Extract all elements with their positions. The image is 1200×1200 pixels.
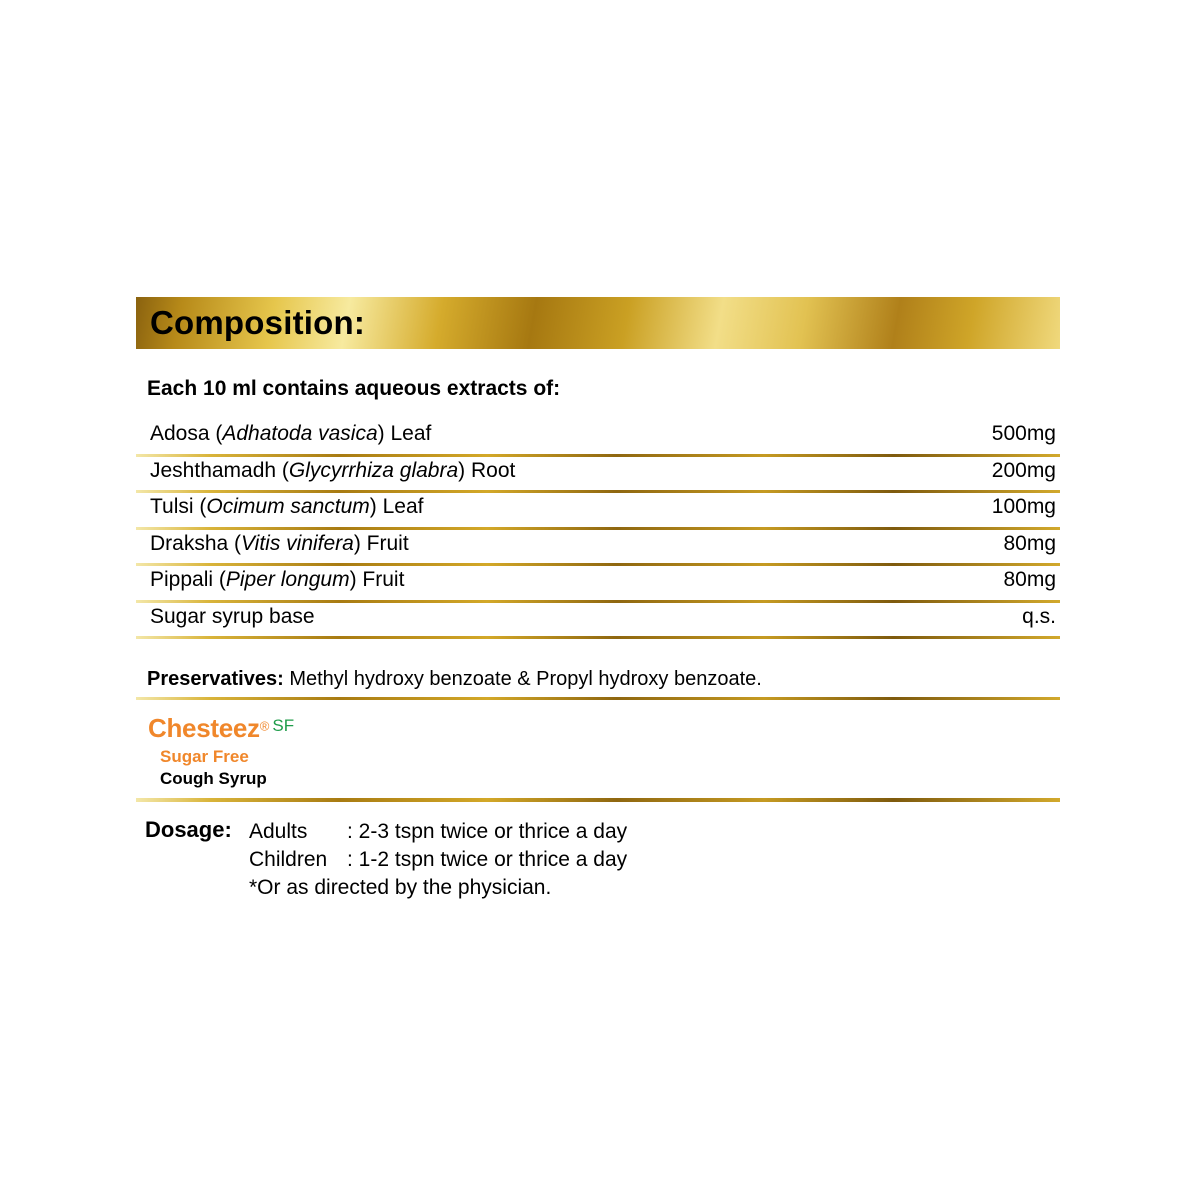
ingredient-name — [150, 605, 315, 629]
page-title: Composition: — [150, 304, 366, 341]
ingredient-name-post: ) Fruit — [353, 531, 409, 555]
ingredient-name-pre: Jeshthamadh ( — [150, 458, 289, 482]
table-row — [136, 566, 1060, 603]
ingredient-name-pre: Tulsi ( — [150, 495, 207, 518]
ingredient-name — [150, 422, 431, 446]
ingredient-quantity: 80mg — [1003, 531, 1056, 555]
brand-sf-badge: SF — [272, 715, 295, 735]
ingredient-name-post: ) Root — [458, 458, 516, 482]
preservatives-divider — [136, 697, 1060, 700]
table-row — [136, 457, 1060, 494]
dosage-label: Dosage: — [145, 817, 232, 842]
brand-divider — [136, 798, 1060, 802]
dosage-text: 1-2 tspn twice or thrice a day — [358, 848, 628, 871]
dosage-row-adults — [249, 818, 627, 846]
ingredient-name-pre: Pippali ( — [150, 568, 226, 591]
ingredient-name — [150, 495, 423, 519]
row-divider — [136, 636, 1060, 639]
brand-name: Chesteez — [148, 713, 260, 743]
dosage-separator: : — [347, 820, 359, 843]
dosage-text: 2-3 tspn twice or thrice a day — [358, 820, 628, 843]
ingredient-botanical-name: Ocimum sanctum — [206, 495, 370, 518]
table-row — [136, 530, 1060, 567]
table-row — [136, 603, 1060, 640]
brand-tagline-sugar-free: Sugar Free — [160, 747, 249, 766]
ingredient-name-post: ) Leaf — [369, 495, 424, 518]
dosage-row-children — [249, 846, 627, 874]
brand-block — [148, 713, 294, 789]
dosage-separator: : — [347, 848, 359, 871]
dosage-note: *Or as directed by the physician. — [249, 876, 552, 899]
preservatives-value: Methyl hydroxy benzoate & Propyl hydroxy benzoate. — [289, 668, 762, 690]
ingredient-botanical-name: Adhatoda vasica — [222, 422, 378, 445]
preservatives-line — [147, 668, 762, 691]
brand-name-row — [148, 713, 294, 744]
ingredient-botanical-name: Piper longum — [225, 568, 350, 591]
dosage-audience: Children — [249, 848, 328, 871]
ingredient-name-pre: Sugar syrup base — [150, 604, 315, 628]
registered-trademark-icon: ® — [259, 718, 270, 734]
ingredient-name-pre: Draksha ( — [150, 531, 242, 555]
ingredient-name-post: ) Fruit — [349, 568, 405, 591]
table-row — [136, 420, 1060, 457]
dosage-lines — [249, 818, 627, 902]
ingredient-quantity: q.s. — [1022, 604, 1056, 628]
ingredient-name-post: ) Leaf — [377, 422, 432, 445]
composition-header-bar — [136, 297, 1060, 349]
ingredient-botanical-name: Glycyrrhiza glabra — [288, 458, 459, 482]
ingredient-botanical-name: Vitis vinifera — [241, 531, 354, 555]
ingredients-table — [136, 420, 1060, 639]
ingredient-quantity: 200mg — [991, 458, 1056, 482]
ingredient-name — [150, 568, 404, 592]
ingredient-quantity: 100mg — [991, 495, 1056, 518]
brand-tagline-cough-syrup: Cough Syrup — [160, 769, 267, 788]
preservatives-label: Preservatives: — [147, 668, 284, 690]
dosage-audience: Adults — [249, 820, 308, 843]
ingredient-name — [150, 532, 409, 556]
table-row — [136, 493, 1060, 530]
composition-subheading: Each 10 ml contains aqueous extracts of: — [147, 377, 561, 400]
ingredient-name — [150, 459, 515, 483]
ingredient-name-pre: Adosa ( — [150, 422, 223, 445]
ingredient-quantity: 80mg — [1003, 568, 1056, 591]
ingredient-quantity: 500mg — [991, 422, 1056, 445]
